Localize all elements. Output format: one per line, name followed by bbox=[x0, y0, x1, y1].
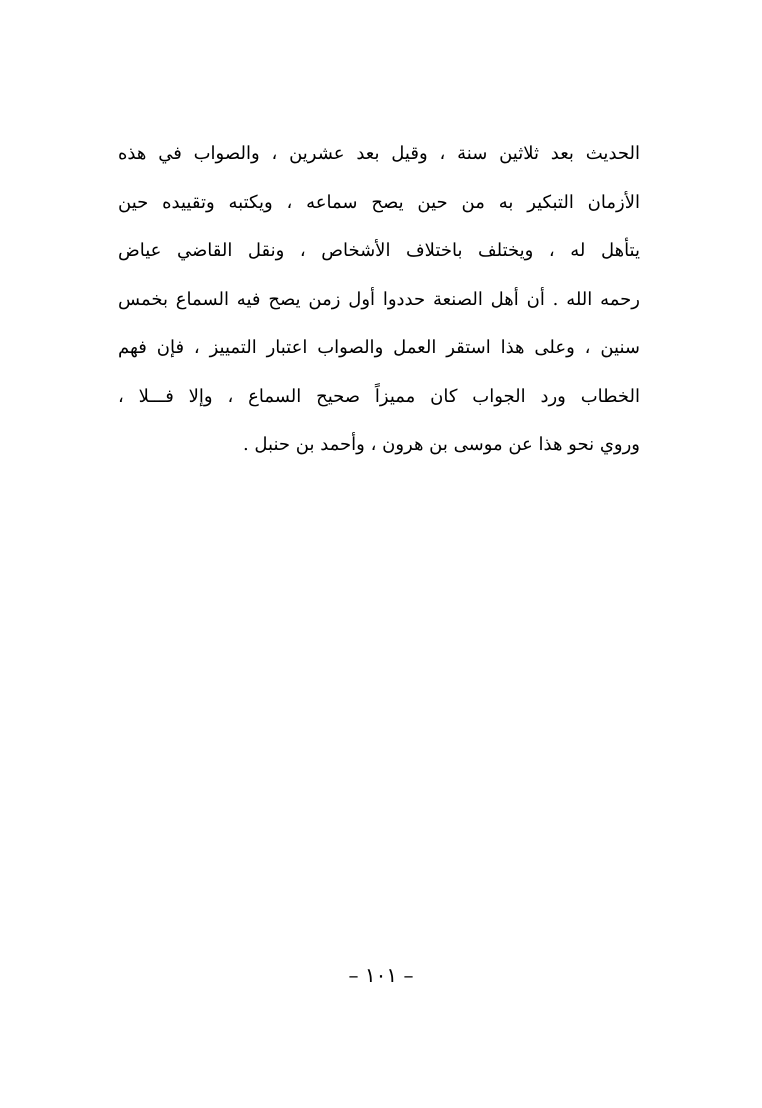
text-line: الأزمان التبكير به من حين يصح سماعه ، ويكتبه وتقييده حين bbox=[118, 191, 640, 213]
page-number: – ١٠١ – bbox=[348, 963, 414, 987]
text-line: سنين ، وعلى هذا استقر العمل والصواب اعتبار التمييز ، فإن فهم bbox=[118, 337, 640, 358]
text-line: يتأهل له ، ويختلف باختلاف الأشخاص ، ونقل القاضي عياض bbox=[118, 240, 640, 261]
text-line: الخطاب ورد الجواب كان مميزاً صحيح السماع ، وإلا فـــلا ، bbox=[118, 385, 640, 407]
text-line: رحمه الله . أن أهل الصنعة حددوا أول زمن يصح فيه السماع بخمس bbox=[118, 288, 640, 310]
text-line: وروي نحو هذا عن موسى بن هرون ، وأحمد بن حنبل . bbox=[242, 434, 640, 455]
text-line: الحديث بعد ثلاثين سنة ، وقيل بعد عشرين ، والصواب في هذه bbox=[118, 143, 640, 164]
body-paragraph bbox=[118, 130, 640, 470]
